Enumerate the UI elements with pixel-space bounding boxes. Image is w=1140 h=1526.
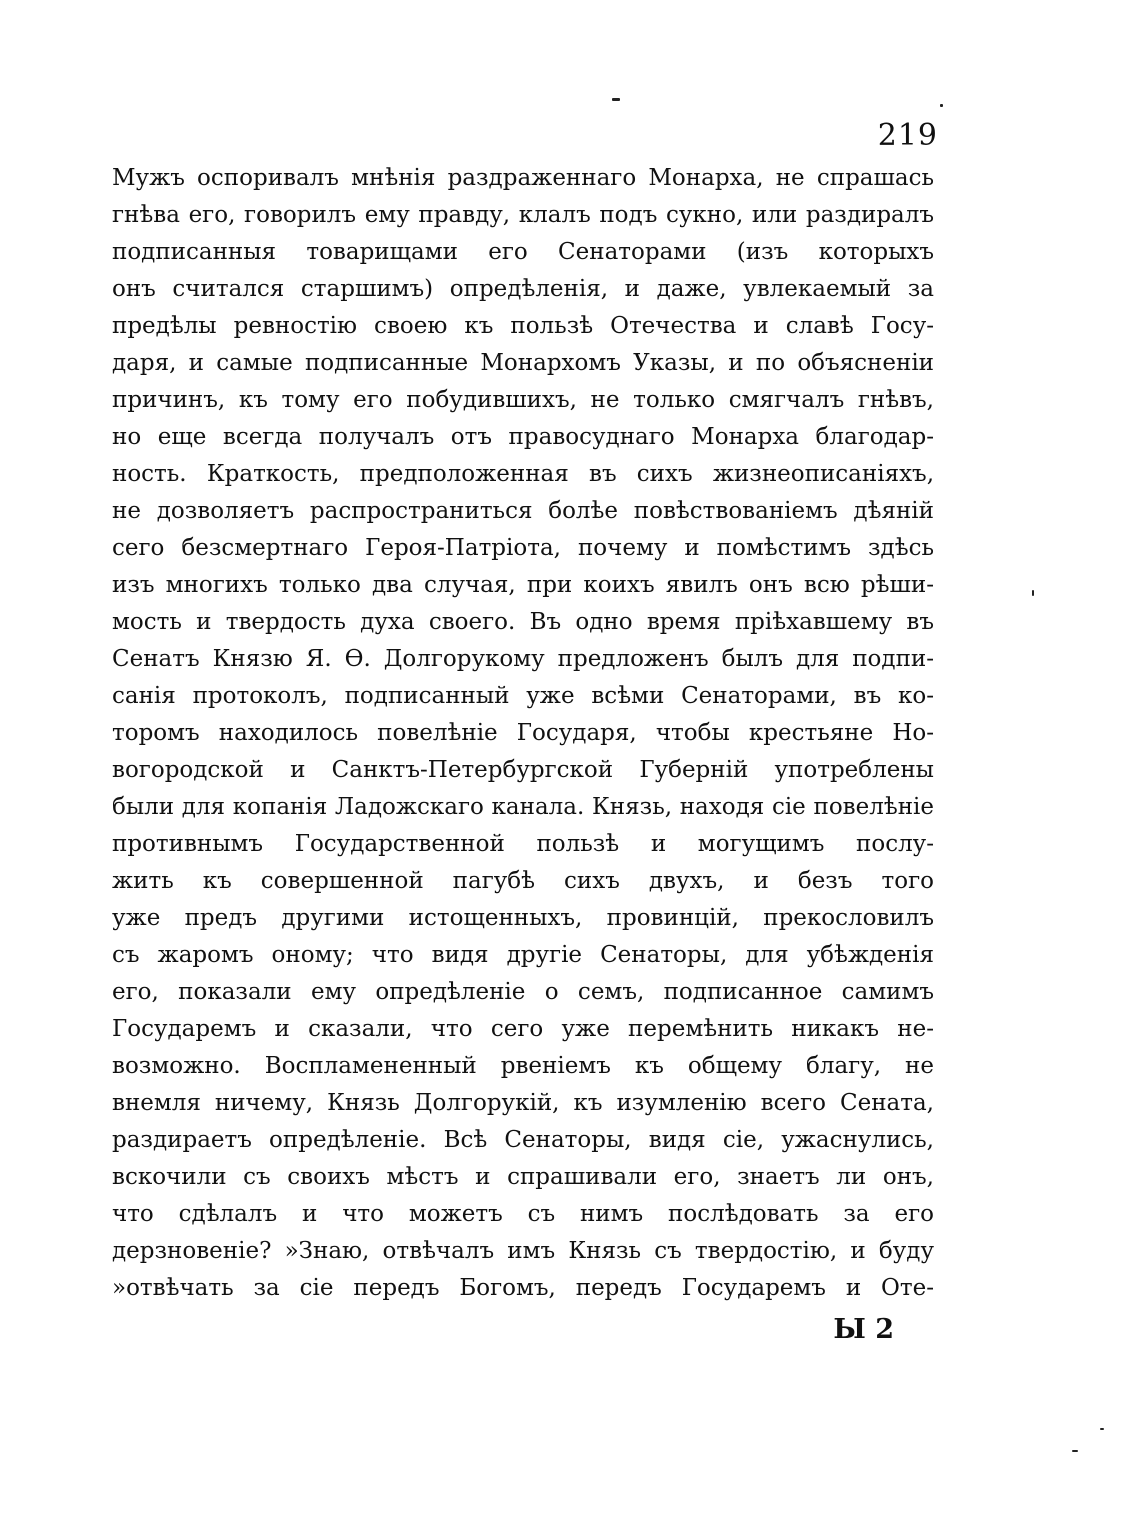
ink-speck xyxy=(940,104,943,107)
text-line: но еще всегда получалъ отъ правосуднаго Монарха благодар- xyxy=(112,424,934,450)
text-line: Мужъ оспоривалъ мнѣнія раздраженнаго Монарха, не спрашась xyxy=(112,165,934,191)
text-line: онъ считался старшимъ) опредѣленія, и даже, увлекаемый за xyxy=(112,276,934,302)
text-line: возможно. Воспламененный рвеніемъ къ общему благу, не xyxy=(112,1053,934,1079)
text-line: внемля ничему, Князь Долгорукій, къ изумленію всего Сената, xyxy=(112,1090,934,1116)
text-line: мость и твердость духа своего. Въ одно время пріѣхавшему въ xyxy=(112,609,934,635)
text-line: предѣлы ревностію своею къ пользѣ Отечества и славѣ Госу- xyxy=(112,313,934,339)
text-line: дерзновеніе? »Знаю, отвѣчалъ имъ Князь съ твердостію, и буду xyxy=(112,1238,934,1264)
text-line: торомъ находилось повелѣніе Государя, чтобы крестьяне Но- xyxy=(112,720,934,746)
text-line: ность. Краткость, предположенная въ сихъ жизнеописаніяхъ, xyxy=(112,461,934,487)
text-line: противнымъ Государственной пользѣ и могущимъ послу- xyxy=(112,831,934,857)
text-line: Государемъ и сказали, что сего уже перемѣнить никакъ не- xyxy=(112,1016,934,1042)
text-line: даря, и самые подписанные Монархомъ Указы, и по объясненіи xyxy=(112,350,934,376)
text-line: подписанныя товарищами его Сенаторами (изъ которыхъ xyxy=(112,239,934,265)
text-line: изъ многихъ только два случая, при коихъ явилъ онъ всю рѣши- xyxy=(112,572,934,598)
text-line: жить къ совершенной пагубѣ сихъ двухъ, и безъ того xyxy=(112,868,934,894)
text-line: съ жаромъ оному; что видя другіе Сенаторы, для убѣжденія xyxy=(112,942,934,968)
text-line: что сдѣлалъ и что можетъ съ нимъ послѣдовать за его xyxy=(112,1201,934,1227)
text-line: его, показали ему опредѣленіе о семъ, подписанное самимъ xyxy=(112,979,934,1005)
text-line: раздираетъ опредѣленіе. Всѣ Сенаторы, видя сіе, ужаснулись, xyxy=(112,1127,934,1153)
body-text xyxy=(112,160,934,1307)
ink-speck xyxy=(1032,590,1034,596)
text-line: Сенатъ Князю Я. Ѳ. Долгорукому предложенъ былъ для подпи- xyxy=(112,646,934,672)
text-line: были для копанія Ладожскаго канала. Князь, находя сіе повелѣніе xyxy=(112,794,934,820)
ink-speck xyxy=(1072,1450,1078,1452)
text-line: вогородской и Санктъ-Петербургской Губерній употреблены xyxy=(112,757,934,783)
text-line: »отвѣчать за сіе передъ Богомъ, передъ Государемъ и Оте- xyxy=(112,1275,934,1301)
text-line: гнѣва его, говорилъ ему правду, клалъ подъ сукно, или раздиралъ xyxy=(112,202,934,228)
text-line: вскочили съ своихъ мѣстъ и спрашивали его, знаетъ ли онъ, xyxy=(112,1164,934,1190)
signature-mark: Ы 2 xyxy=(833,1314,894,1345)
page-number: 219 xyxy=(877,118,938,153)
text-line: причинъ, къ тому его побудившихъ, не только смягчалъ гнѣвъ, xyxy=(112,387,934,413)
ink-speck xyxy=(1100,1428,1104,1430)
text-line: уже предъ другими истощенныхъ, провинцій, прекословилъ xyxy=(112,905,934,931)
text-line: не дозволяетъ распространиться болѣе повѣствованіемъ дѣяній xyxy=(112,498,934,524)
text-line: сего безсмертнаго Героя-Патріота, почему и помѣстимъ здѣсь xyxy=(112,535,934,561)
text-line: санія протоколъ, подписанный уже всѣми Сенаторами, въ ко- xyxy=(112,683,934,709)
ink-speck xyxy=(612,98,620,101)
